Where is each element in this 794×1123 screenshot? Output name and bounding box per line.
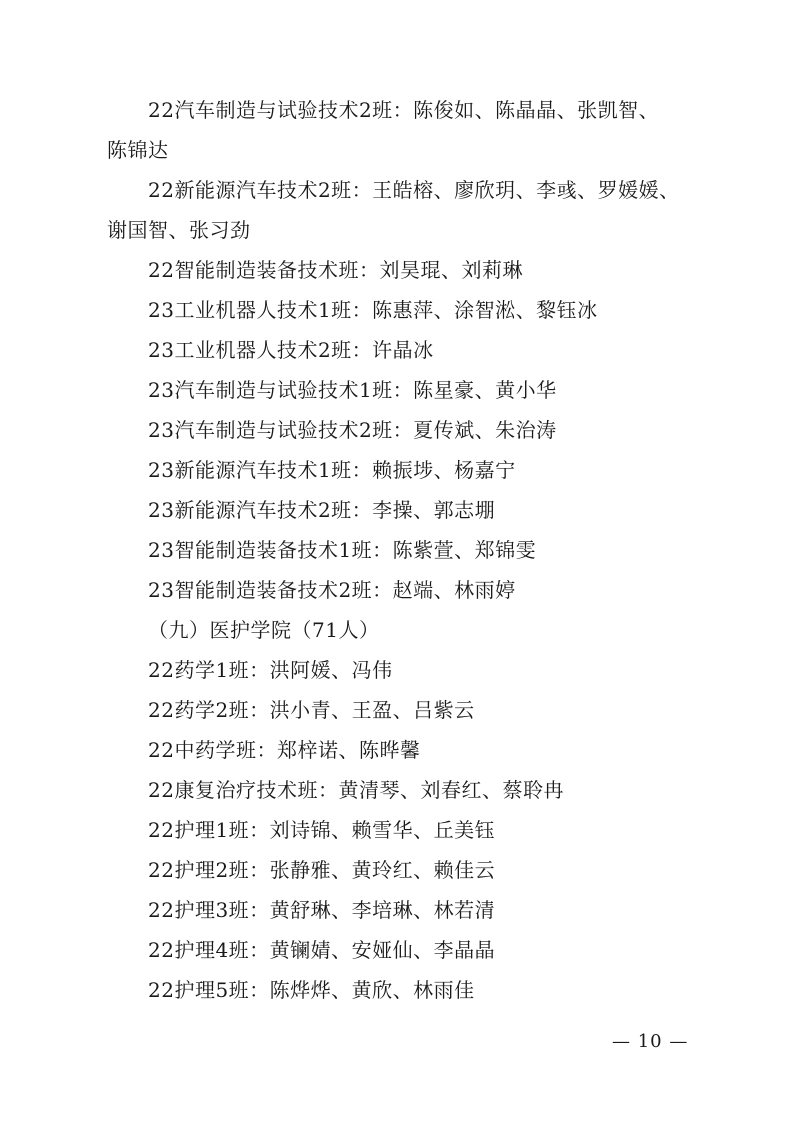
text-line: 22护理1班：刘诗锦、赖雪华、丘美钰 <box>148 818 496 842</box>
text-line: 23新能源汽车技术1班：赖振埗、杨嘉宁 <box>148 458 516 482</box>
page-number: — 10 — <box>612 1031 689 1052</box>
text-line: 23工业机器人技术2班：许晶冰 <box>148 338 434 362</box>
text-line: 23智能制造装备技术2班：赵端、林雨婷 <box>148 578 516 602</box>
text-line: 22汽车制造与试验技术2班：陈俊如、陈晶晶、张凯智、 <box>148 98 660 122</box>
text-line: 22中药学班：郑梓诺、陈晔馨 <box>148 738 421 762</box>
text-line: 23新能源汽车技术2班：李操、郭志堋 <box>148 498 496 522</box>
text-line: 23汽车制造与试验技术2班：夏传斌、朱治涛 <box>148 418 557 442</box>
text-line: 22护理4班：黄镧婧、安娅仙、李晶晶 <box>148 938 496 962</box>
text-line: 22新能源汽车技术2班：王皓榕、廖欣玥、李彧、罗媛媛、 <box>148 178 680 202</box>
text-line: 22药学2班：洪小青、王盈、吕紫云 <box>148 698 475 722</box>
text-line: 23智能制造装备技术1班：陈紫萱、郑锦雯 <box>148 538 537 562</box>
text-line-continuation: 陈锦达 <box>107 138 169 162</box>
text-line: 22智能制造装备技术班：刘昊琨、刘莉琳 <box>148 258 523 282</box>
text-line: 23汽车制造与试验技术1班：陈星豪、黄小华 <box>148 378 557 402</box>
text-line: 22康复治疗技术班：黄清琴、刘春红、蔡聆冉 <box>148 778 564 802</box>
text-line-continuation: 谢国智、张习劲 <box>107 218 251 242</box>
text-line: 23工业机器人技术1班：陈惠萍、涂智淞、黎钰冰 <box>148 298 598 322</box>
text-line: 22护理2班：张静雅、黄玲红、赖佳云 <box>148 858 496 882</box>
text-line: 22护理5班：陈烨烨、黄欣、林雨佳 <box>148 978 475 1002</box>
text-line: 22护理3班：黄舒琳、李培琳、林若清 <box>148 898 496 922</box>
text-line: 22药学1班：洪阿媛、冯伟 <box>148 658 393 682</box>
section-heading: （九）医护学院（71人） <box>148 618 380 642</box>
